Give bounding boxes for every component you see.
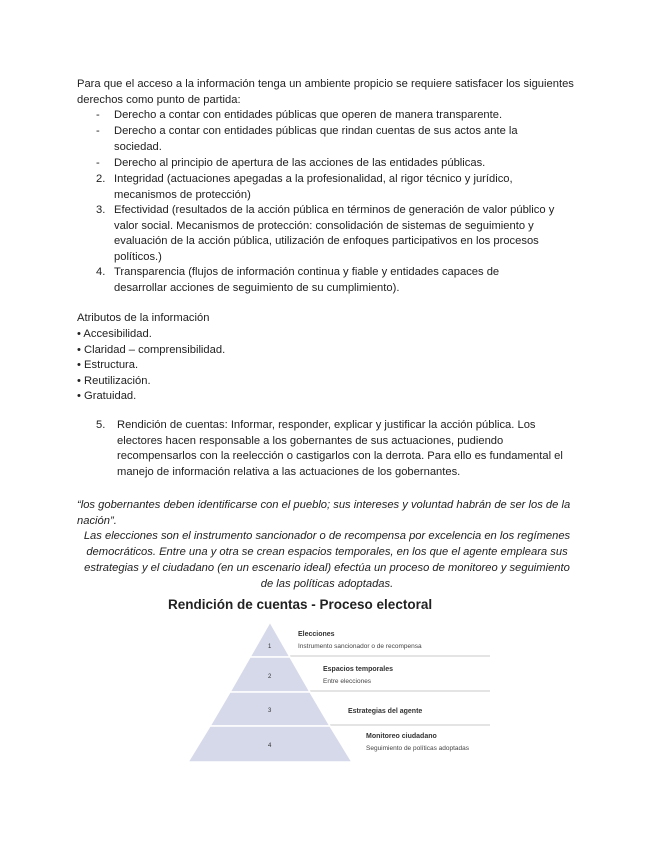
attributes-title: Atributos de la información [77, 312, 210, 324]
level-title: Elecciones [298, 631, 335, 638]
attribute-item: • Gratuidad. [77, 390, 137, 402]
level-title: Estrategias del agente [348, 708, 423, 715]
list-marker: - [96, 157, 100, 169]
list-marker: 5. [96, 419, 106, 431]
level-title: Espacios temporales [323, 666, 394, 673]
pyramid-level-1 [250, 622, 290, 657]
attribute-item: • Accesibilidad. [77, 328, 152, 340]
list-item-text: Transparencia (flujos de información continua y fiable y entidades capaces de desarrollar acciones de seguimiento de su cumplimiento). [114, 266, 500, 294]
list-item-text: Derecho al principio de apertura de las acciones de las entidades públicas. [114, 157, 486, 169]
list-marker: - [96, 109, 100, 121]
quote-paragraph: Las elecciones son el instrumento sancionador o de recompensa por excelencia en los regímenes democráticos. Entre una y otra se crean espacios temporales, en los que el agente empleara sus estrategias y el ciudadano (en un escenario ideal) efectúa un proceso de monitoreo y seguimiento de las políticas adoptadas. [83, 530, 571, 590]
list-item-text: Rendición de cuentas: Informar, responder, explicar y justificar la acción pública. Los electores hacen responsable a los gobernantes de sus actuaciones, pudiendo recompensarlos con la reelección o castigarlos con la derrota. Para ello es fundamental el manejo de información relativa a las actuaciones de los gobernantes. [117, 419, 563, 478]
attribute-item: • Reutilización. [77, 375, 151, 387]
list-marker: 2. [96, 173, 106, 185]
level-subtitle: Instrumento sancionador o de recompensa [298, 643, 422, 650]
attribute-item: • Claridad – comprensibilidad. [77, 344, 226, 356]
level-number: 3 [268, 708, 272, 714]
quote-text: “los gobernantes deben identificarse con el pueblo; sus intereses y voluntad habrán de ser los de la nación”. [77, 499, 571, 527]
list-marker: 4. [96, 266, 106, 278]
list-marker: - [96, 125, 100, 137]
list-item-text: Derecho a contar con entidades públicas que rindan cuentas de sus actos ante la sociedad. [114, 125, 518, 153]
level-number: 4 [268, 743, 272, 749]
level-subtitle: Entre elecciones [323, 678, 372, 685]
level-title: Monitoreo ciudadano [366, 733, 437, 740]
list-marker: 3. [96, 204, 106, 216]
list-item-text: Efectividad (resultados de la acción pública en términos de generación de valor público y valor social. Mecanismos de protección: consolidación de sistemas de seguimiento y evaluación de la acción pública, utilización de enfoques participativos en los procesos políticos.) [114, 204, 555, 263]
chart-title: Rendición de cuentas - Proceso electoral [168, 597, 433, 612]
attribute-item: • Estructura. [77, 359, 139, 371]
level-number: 1 [268, 644, 272, 650]
list-item-text: Derecho a contar con entidades públicas que operen de manera transparente. [114, 109, 503, 121]
pyramid-chart [160, 590, 495, 765]
level-subtitle: Seguimiento de políticas adoptadas [366, 745, 469, 752]
list-item-text: Integridad (actuaciones apegadas a la profesionalidad, al rigor técnico y jurídico, mecanismos de protección) [114, 173, 513, 201]
intro-paragraph: Para que el acceso a la información tenga un ambiente propicio se requiere satisfacer los siguientes derechos como punto de partida: [77, 78, 574, 106]
level-number: 2 [268, 674, 272, 680]
